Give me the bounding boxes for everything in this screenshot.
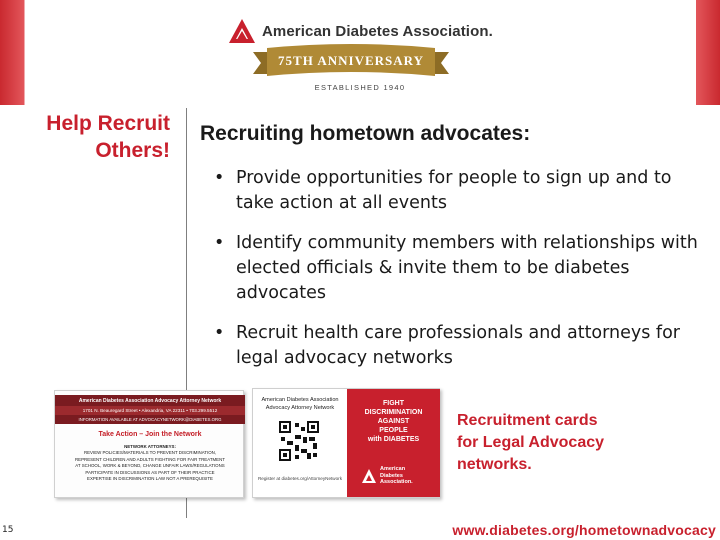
attorney-network-card-front: [54, 390, 244, 498]
qr-code-icon: [279, 421, 319, 461]
fight-line: FIGHT: [383, 400, 404, 407]
slide-number: 15: [2, 525, 14, 535]
card2-left-panel: [253, 389, 347, 497]
card1-body-line: PARTICIPATE IN DISCUSSIONS AS PART OF THEIR PRACTICE: [85, 469, 215, 475]
bullet-text: Provide opportunities for people to sign up and to take action at all events: [236, 168, 672, 213]
bullet-item: [214, 231, 714, 306]
bullet-list: [214, 166, 714, 386]
card2-fight-text: [350, 399, 437, 444]
card1-body-line: REVIEW POLICIES/MATERIALS TO PREVENT DISCRIMINATION,: [83, 450, 217, 456]
attorney-network-card-back: [252, 388, 440, 498]
bullet-symbol: •: [214, 168, 225, 188]
card1-email: INFORMATION AVAILABLE AT ADVOCACYNETWORK@DIABETES.ORG: [55, 415, 245, 424]
org-name: American Diabetes Association.: [262, 22, 493, 40]
anniversary-label: 75TH ANNIVERSARY: [278, 53, 424, 68]
caption-line2: for Legal Advocacy: [457, 434, 605, 451]
card1-body-title: NETWORK ATTORNEYS:: [124, 444, 176, 449]
card1-header: American Diabetes Association Advocacy Attorney Network: [55, 395, 245, 407]
logo-line: American: [380, 466, 406, 472]
footer-url-link[interactable]: www.diabetes.org/hometownadvocacy: [452, 522, 716, 538]
fight-line: DISCRIMINATION: [364, 409, 423, 416]
card1-body-line: EXPERTISE IN DISCRIMINATION LAW NOT A PREREQUISITE: [87, 476, 213, 482]
card2-title: American Diabetes Association Advocacy Attorney Network: [261, 397, 339, 411]
established-label: ESTABLISHED 1940: [314, 83, 406, 92]
bullet-item: [214, 166, 714, 216]
bullet-text: Identify community members with relationships with elected officials & invite them to be diabetes advocates: [236, 233, 698, 303]
card1-address: 1701 N. Beauregard Street • Alexandria, VA 22311 • 703.299.5512: [55, 406, 245, 415]
bullet-symbol: •: [214, 233, 225, 253]
logo-line: Diabetes: [380, 472, 403, 479]
card2-logo-text: [380, 466, 413, 486]
side-title-line2: Others!: [95, 139, 170, 162]
bullet-item: [214, 321, 714, 371]
brand-logo: [228, 14, 493, 48]
logo-line: Association.: [380, 479, 413, 485]
bullet-text: Recruit health care professionals and attorneys for legal advocacy networks: [236, 323, 680, 368]
bullet-symbol: •: [214, 323, 225, 343]
cards-caption: [457, 410, 604, 476]
side-title-line1: Help Recruit: [46, 112, 170, 135]
fight-line: with DIABETES: [367, 436, 420, 443]
ada-triangle-icon: [361, 468, 377, 484]
caption-line3: networks.: [457, 456, 532, 473]
caption-line1: Recruitment cards: [457, 412, 598, 429]
card1-body-line: AT SCHOOL, WORK & BEYOND, CHANGE UNFAIR LAWS/REGULATIONS: [75, 463, 225, 469]
fight-line: AGAINST: [377, 418, 410, 425]
fight-line: PEOPLE: [379, 427, 408, 434]
card1-body-line: REPRESENT CHILDREN AND ADULTS FIGHTING FOR FAIR TREATMENT: [75, 456, 225, 462]
card2-ada-logo: [361, 466, 413, 486]
main-heading: Recruiting hometown advocates:: [200, 122, 531, 145]
card1-body: [61, 444, 239, 482]
card2-register: Register at diabetes.org/AttorneyNetwork: [257, 476, 342, 481]
card1-take-action: Take Action – Join the Network: [98, 431, 202, 438]
ada-triangle-icon: [228, 17, 256, 45]
card2-right-panel: [347, 389, 440, 497]
side-title: [46, 110, 170, 164]
